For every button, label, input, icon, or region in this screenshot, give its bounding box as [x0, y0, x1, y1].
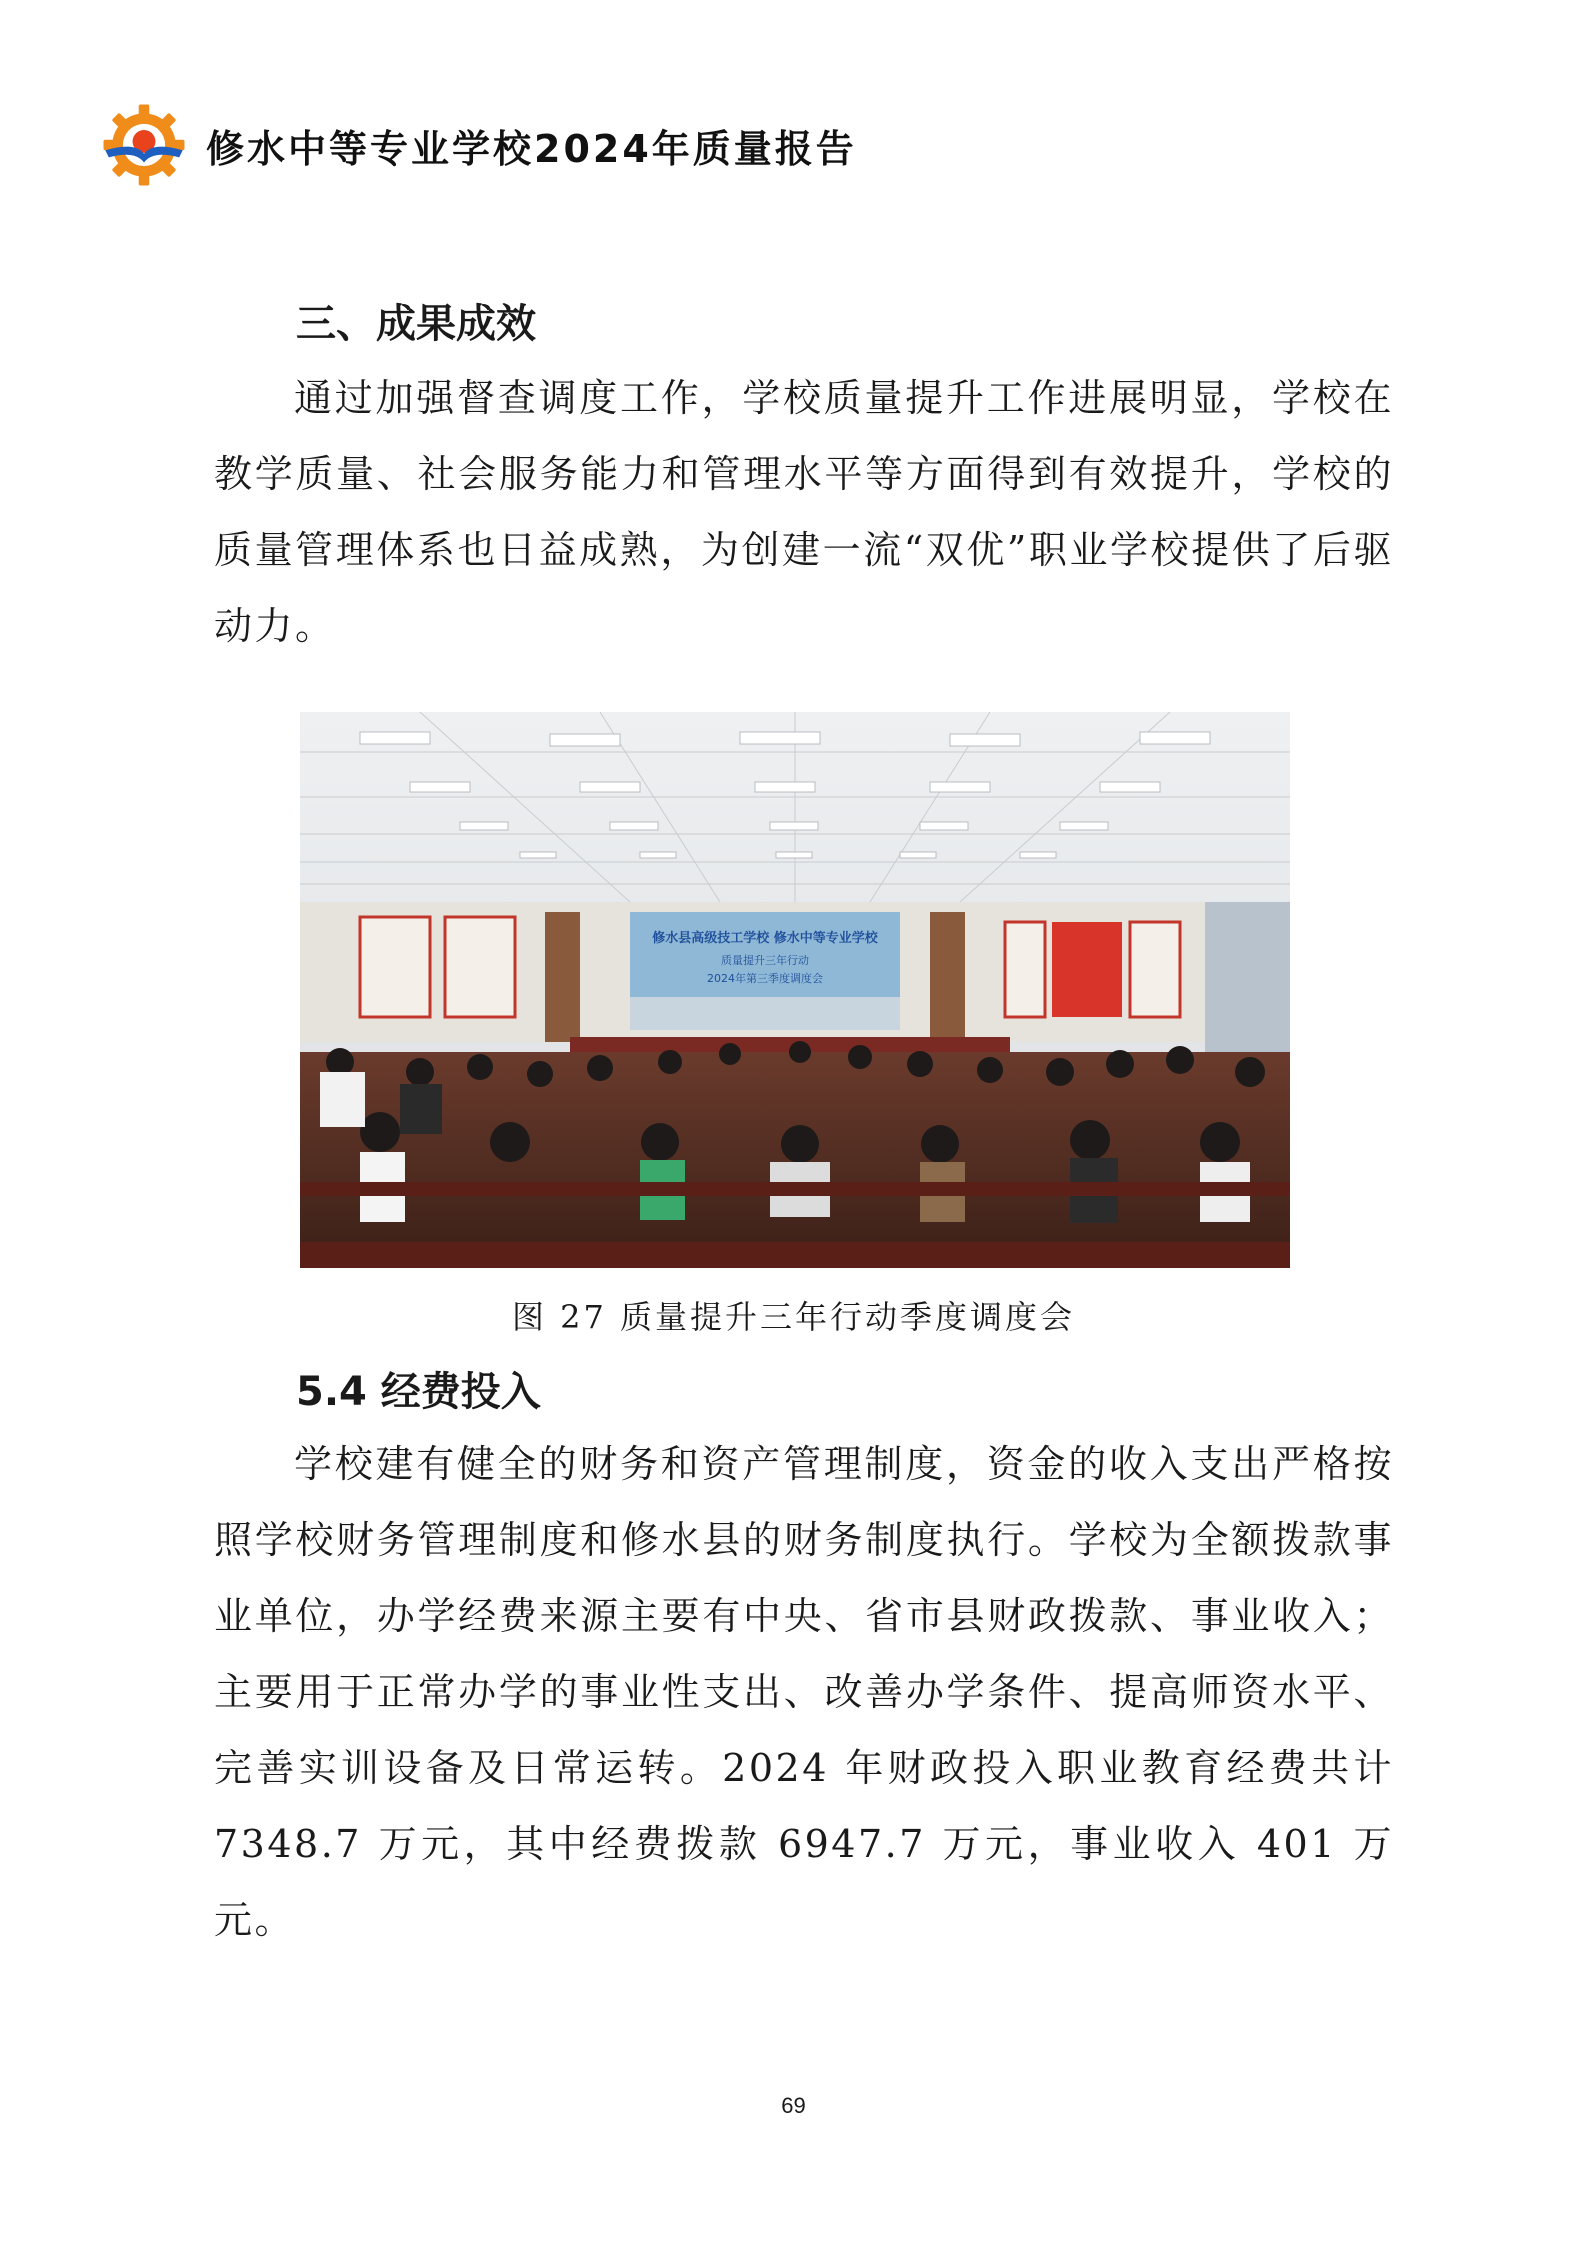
screen-line-2: 质量提升三年行动 [721, 954, 809, 967]
meeting-photo [300, 712, 1290, 1268]
page-number: 69 [781, 2093, 806, 2118]
subsection-paragraph: 学校建有健全的财务和资产管理制度，资金的收入支出严格按照学校财务管理制度和修水县的财务制度执行。学校为全额拨款事业单位，办学经费来源主要有中央、省市县财政拨款、事业收入；主要用于正常办学的事业性支出、改善办学条件、提高师资水平、完善实训设备及日常运转。2024 年财政投入职业教育经费共计 7348.7 万元，其中经费拨款 6947.7 万元，事业收入 401 万元。 [214, 1442, 1394, 1942]
page-header [100, 100, 857, 190]
section-paragraph: 通过加强督查调度工作，学校质量提升工作进展明显，学校在教学质量、社会服务能力和管理水平等方面得到有效提升，学校的质量管理体系也日益成熟，为创建一流“双优”职业学校提供了后驱动力。 [214, 376, 1394, 648]
figure-caption: 图 27 质量提升三年行动季度调度会 [511, 1298, 1076, 1336]
section-heading: 三、成果成效 [296, 301, 536, 347]
screen-line-1: 修水县高级技工学校 修水中等专业学校 [652, 931, 878, 946]
gear-sun-logo-icon [100, 101, 188, 189]
report-title: 修水中等专业学校2024年质量报告 [206, 126, 857, 171]
subsection-heading: 5.4 经费投入 [296, 1369, 541, 1415]
screen-line-3: 2024年第三季度调度会 [707, 972, 823, 985]
